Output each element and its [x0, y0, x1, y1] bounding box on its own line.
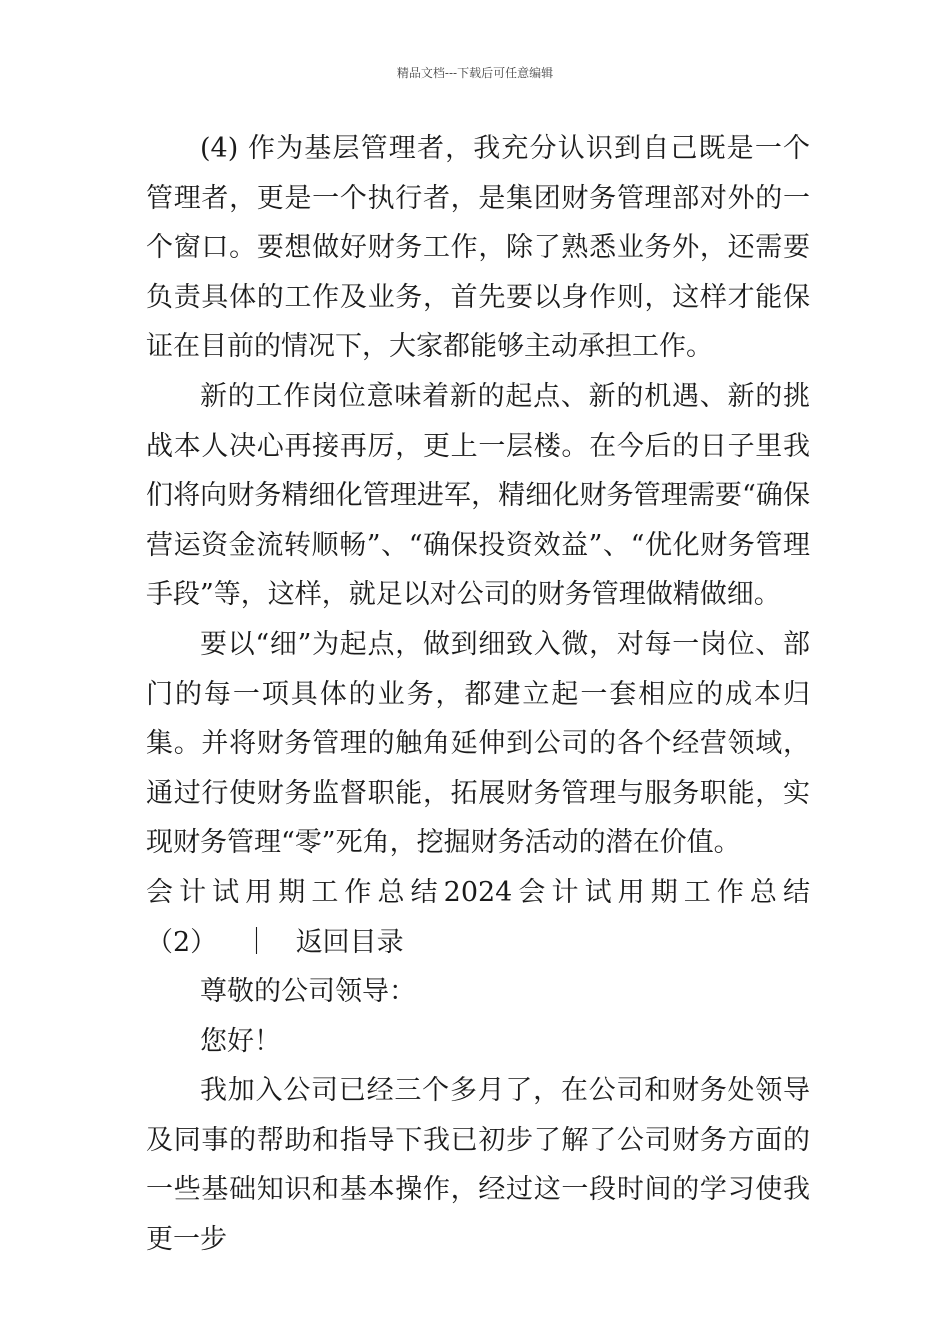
document-body — [146, 124, 810, 1265]
section-title: 会计试用期工作总结2024会计试用期工作总结（2） — [146, 876, 810, 958]
letter-salutation: 尊敬的公司领导： — [200, 976, 416, 1008]
page-header: 精品文档---下载后可任意编辑 — [396, 66, 554, 80]
back-to-toc-link[interactable]: 返回目录 — [295, 926, 404, 958]
letter-greeting: 您好！ — [200, 1025, 281, 1057]
paragraph-2: 新的工作岗位意味着新的起点、新的机遇、新的挑战本人决心再接再厉，更上一层楼。在今后的日子里我们将向财务精细化管理进军，精细化财务管理需要“确保营运资金流转顺畅”、“确保投资效益”、“优化财务管理手段”等，这样，就足以对公司的财务管理做精做细。 — [146, 380, 810, 611]
letter-body: 我加入公司已经三个多月了，在公司和财务处领导及同事的帮助和指导下我已初步了解了公司财务方面的一些基础知识和基本操作，经过这一段时间的学习使我更一步 — [146, 1075, 810, 1256]
separator: ｜ — [242, 926, 270, 958]
section-heading — [146, 868, 810, 967]
paragraph-1: (4) 作为基层管理者，我充分认识到自己既是一个管理者，更是一个执行者，是集团财务管理部对外的一个窗口。要想做好财务工作，除了熟悉业务外，还需要负责具体的工作及业务，首先要以身作则，这样才能保证在目前的情况下，大家都能够主动承担工作。 — [146, 133, 810, 363]
paragraph-3: 要以“细”为起点，做到细致入微，对每一岗位、部门的每一项具体的业务，都建立起一套相应的成本归集。并将财务管理的触角延伸到公司的各个经营领域，通过行使财务监督职能，拓展财务管理与服务职能，实现财务管理“零”死角，挖掘财务活动的潜在价值。 — [146, 628, 810, 859]
